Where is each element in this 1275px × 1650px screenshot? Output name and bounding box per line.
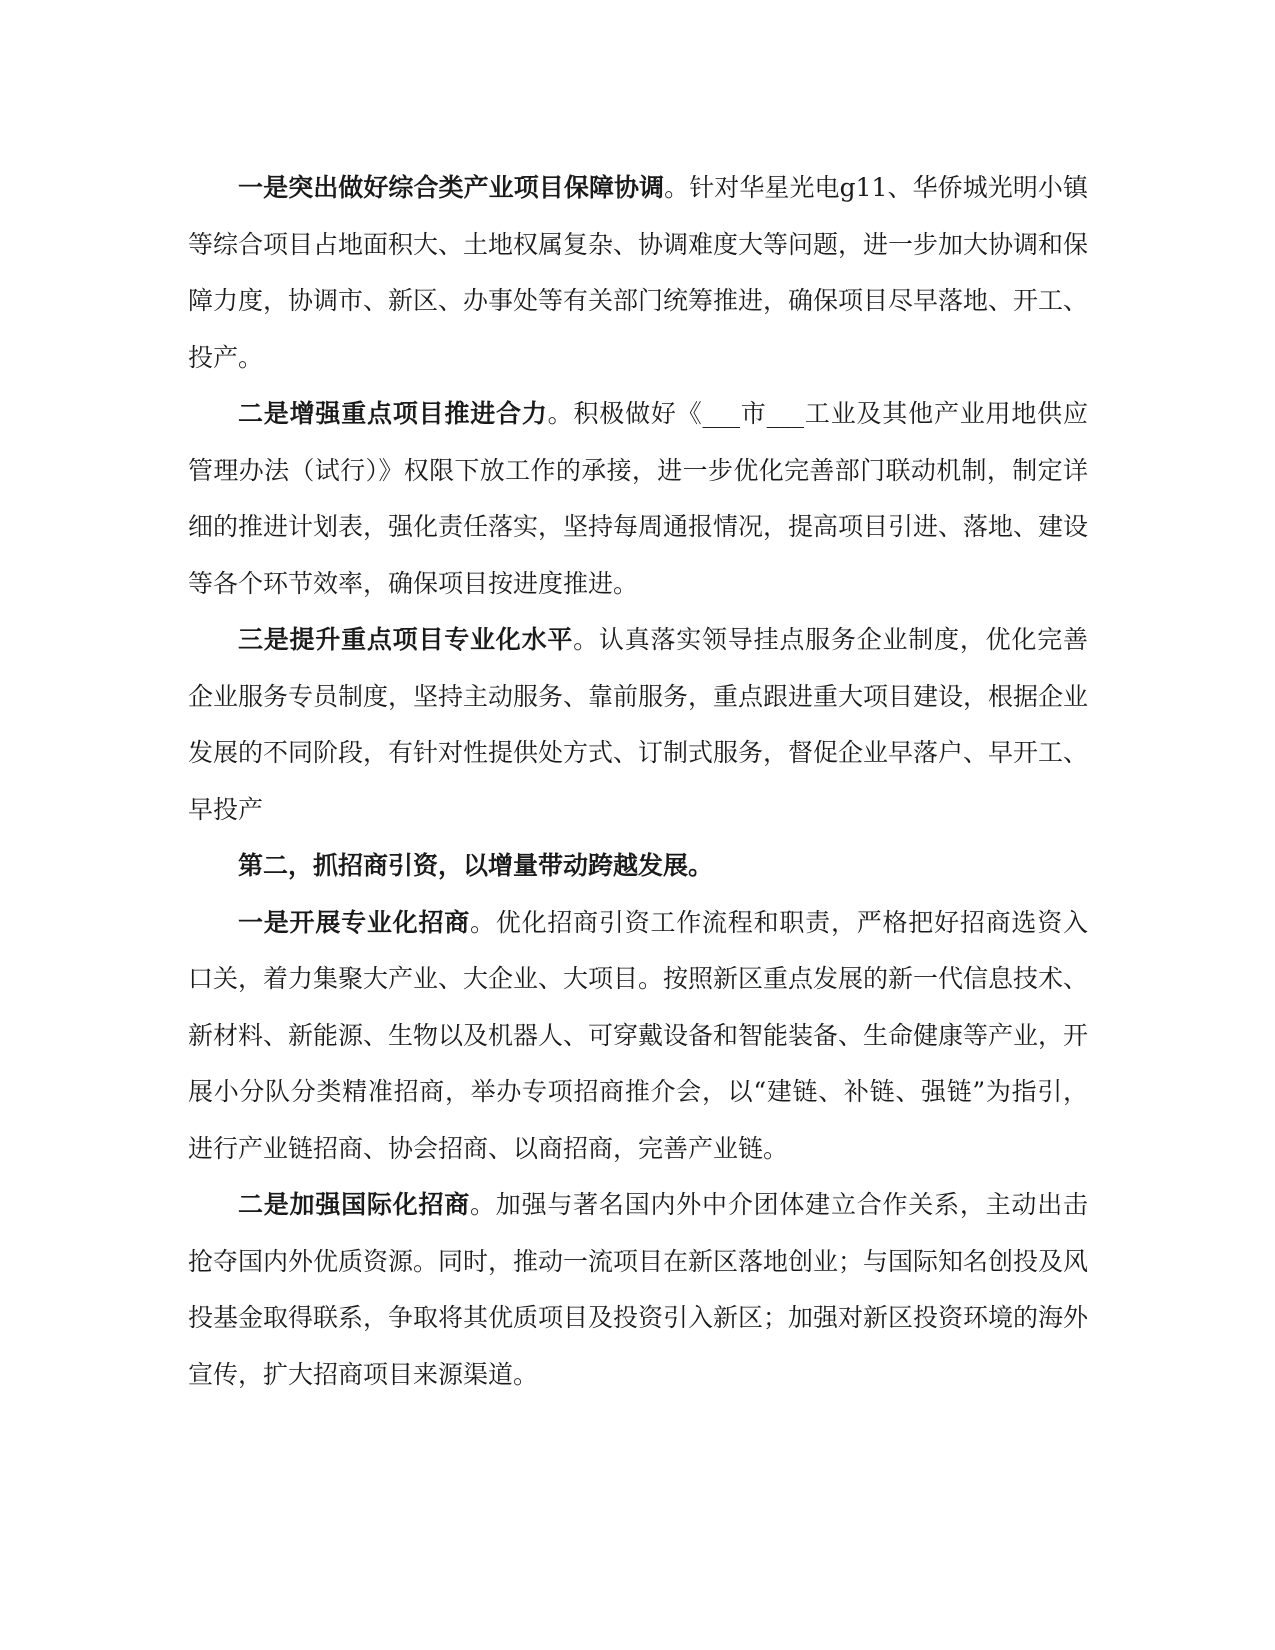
paragraph-4	[188, 895, 1088, 1178]
paragraph-5	[188, 1177, 1088, 1403]
paragraph-4-body: 。优化招商引资工作流程和职责，严格把好招商选资入口关，着力集聚大产业、大企业、大项目。按照新区重点发展的新一代信息技术、新材料、新能源、生物以及机器人、可穿戴设备和智能装备、生命健康等产业，开展小分队分类精准招商，举办专项招商推介会，以“建链、补链、强链”为指引，进行产业链招商、协会招商、以商招商，完善产业链。	[188, 907, 1089, 1163]
section-heading: 第二，抓招商引资，以增量带动跨越发展。	[238, 851, 714, 880]
paragraph-5-body: 。加强与著名国内外中介团体建立合作关系，主动出击抢夺国内外优质资源。同时，推动一流项目在新区落地创业；与国际知名创投及风投基金取得联系，争取将其优质项目及投资引入新区；加强对新区投资环境的海外宣传，扩大招商项目来源渠道。	[188, 1190, 1089, 1389]
paragraph-1	[188, 160, 1088, 386]
paragraph-3-body: 。认真落实领导挂点服务企业制度，优化完善企业服务专员制度，坚持主动服务、靠前服务，重点跟进重大项目建设，根据企业发展的不同阶段，有针对性提供处方式、订制式服务，督促企业早落户、早开工、早投产	[188, 625, 1089, 824]
document-body	[188, 160, 1088, 1403]
paragraph-5-lead: 二是加强国际化招商	[238, 1190, 471, 1219]
paragraph-4-lead: 一是开展专业化招商	[238, 907, 471, 937]
paragraph-2	[188, 386, 1088, 612]
paragraph-1-body: 。针对华星光电g11、华侨城光明小镇等综合项目占地面积大、土地权属复杂、协调难度大等问题，进一步加大协调和保障力度，协调市、新区、办事处等有关部门统筹推进，确保项目尽早落地、开工、投产。	[188, 173, 1089, 372]
paragraph-2-body: 。积极做好《___市___工业及其他产业用地供应管理办法（试行）》权限下放工作的承接，进一步优化完善部门联动机制，制定详细的推进计划表，强化责任落实，坚持每周通报情况，提高项目引进、落地、建设等各个环节效率，确保项目按进度推进。	[188, 399, 1089, 598]
paragraph-2-lead: 二是增强重点项目推进合力	[238, 399, 548, 428]
paragraph-3-lead: 三是提升重点项目专业化水平	[238, 625, 574, 654]
paragraph-1-lead: 一是突出做好综合类产业项目保障协调	[238, 173, 665, 202]
paragraph-3	[188, 612, 1088, 838]
